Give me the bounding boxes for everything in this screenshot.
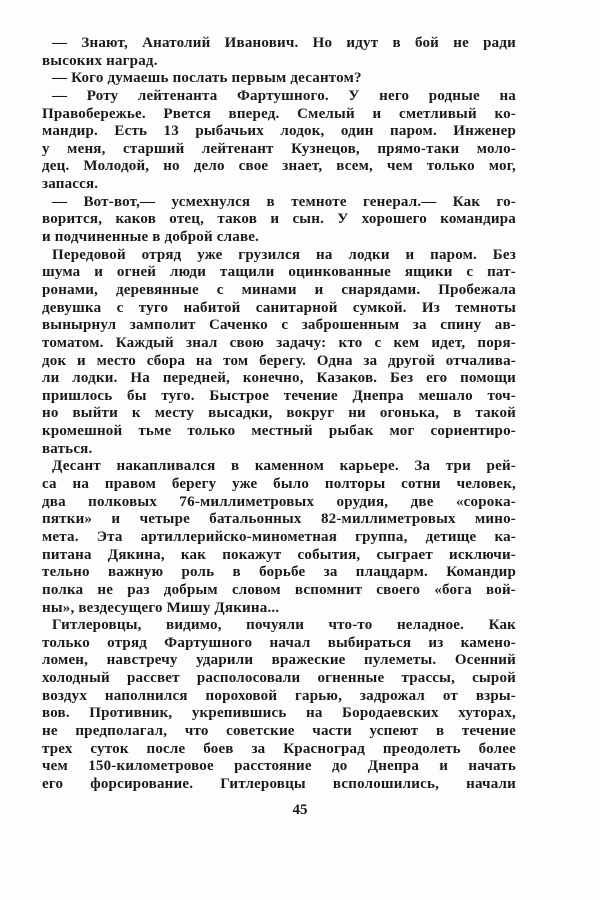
text-line: вов. Противник, укрепившись на Бородаевских хуторах, — [42, 705, 516, 722]
text-line: у меня, старший лейтенант Кузнецов, прямо-таки моло- — [42, 140, 516, 157]
text-line: Правобережье. Рвется вперед. Смелый и сметливый ко- — [42, 105, 516, 122]
text-line: шума и огней люди тащили оцинкованные ящики с пат- — [42, 264, 516, 281]
text-line: Передовой отряд уже грузился на лодки и паром. Без — [52, 246, 516, 263]
text-line: ли лодки. На передней, конечно, Казаков. Без его помощи — [42, 370, 516, 387]
text-line: вынырнул замполит Саченко с заброшенным за спину ав- — [42, 317, 516, 334]
text-line: его форсирование. Гитлеровцы всполошились, начали — [42, 775, 516, 792]
text-line: дец. Молодой, но дело свое знает, всем, чем только мог, — [42, 158, 516, 175]
text-line: девушка с туго набитой санитарной сумкой. Из темноты — [42, 299, 516, 316]
text-line: пришлось бы туго. Быстрое течение Днепра мешало точ- — [42, 387, 516, 404]
text-line: Гитлеровцы, видимо, почуяли что-то неладное. Как — [52, 617, 516, 634]
text-line: — Кого думаешь послать первым десантом? — [52, 70, 362, 87]
page-number: 45 — [292, 802, 308, 818]
text-line: Десант накапливался в каменном карьере. За три рей- — [52, 458, 516, 475]
text-line: ны», вездесущего Мишу Дякина... — [42, 599, 280, 616]
text-line: воздух наполнился пороховой гарью, задрожал от взры- — [42, 687, 516, 704]
text-line: не предполагал, что советские части успеют в течение — [42, 722, 516, 739]
text-line: — Роту лейтенанта Фартушного. У него родные на — [52, 87, 516, 104]
text-line: тельно важную роль в борьбе за плацдарм. Командир — [42, 564, 516, 581]
text-line: мета. Эта артиллерийско-минометная группа, детище ка- — [42, 528, 516, 545]
text-line: полка не раз добрым словом вспомнит своего «бога вой- — [42, 581, 516, 598]
text-line: са на правом берегу уже было полторы сотни человек, — [42, 476, 516, 493]
text-line: но выйти к месту высадки, вокруг ни огонька, в такой — [42, 405, 516, 422]
text-line: — Вот-вот,— усмехнулся в темноте генерал.— Как го- — [52, 193, 516, 210]
text-line: ворится, каков отец, таков и сын. У хорошего командира — [42, 211, 516, 228]
text-line: запасся. — [42, 176, 99, 193]
text-line: и подчиненные в доброй славе. — [42, 229, 260, 246]
text-line: только отряд Фартушного начал выбираться из камено- — [42, 634, 516, 651]
text-line: кромешной тьме только местный рыбак мог сориентиро- — [42, 423, 516, 440]
text-line: два полковых 76-миллиметровых орудия, две «сорока- — [42, 493, 516, 510]
text-line: чем 150-километровое расстояние до Днепра и начать — [42, 758, 516, 775]
text-line: холодный рассвет располосовали огненные трассы, сырой — [42, 670, 516, 687]
body-text — [42, 35, 516, 794]
text-line: питана Дякина, как покажут события, сыграет исключи- — [42, 546, 516, 563]
text-line: пятки» и четыре батальонных 82-миллиметровых мино- — [42, 511, 516, 528]
text-line: трех суток после боев за Красноград преодолеть более — [42, 740, 516, 757]
text-line: док и место сбора на том берегу. Одна за другой отчалива- — [42, 352, 516, 369]
text-line: ронами, деревянные с минами и снарядами. Пробежала — [42, 281, 516, 298]
text-line: высоких наград. — [42, 52, 158, 69]
text-line: мандир. Есть 13 рыбачьих лодок, один паром. Инженер — [42, 123, 516, 140]
text-line: — Знают, Анатолий Иванович. Но идут в бой не ради — [52, 35, 516, 51]
text-line: томатом. Каждый знал свою задачу: кто с кем идет, поря- — [42, 334, 516, 351]
text-line: ваться. — [42, 440, 93, 457]
text-line: ломен, навстречу ударили вражеские пулеметы. Осенний — [42, 652, 516, 669]
